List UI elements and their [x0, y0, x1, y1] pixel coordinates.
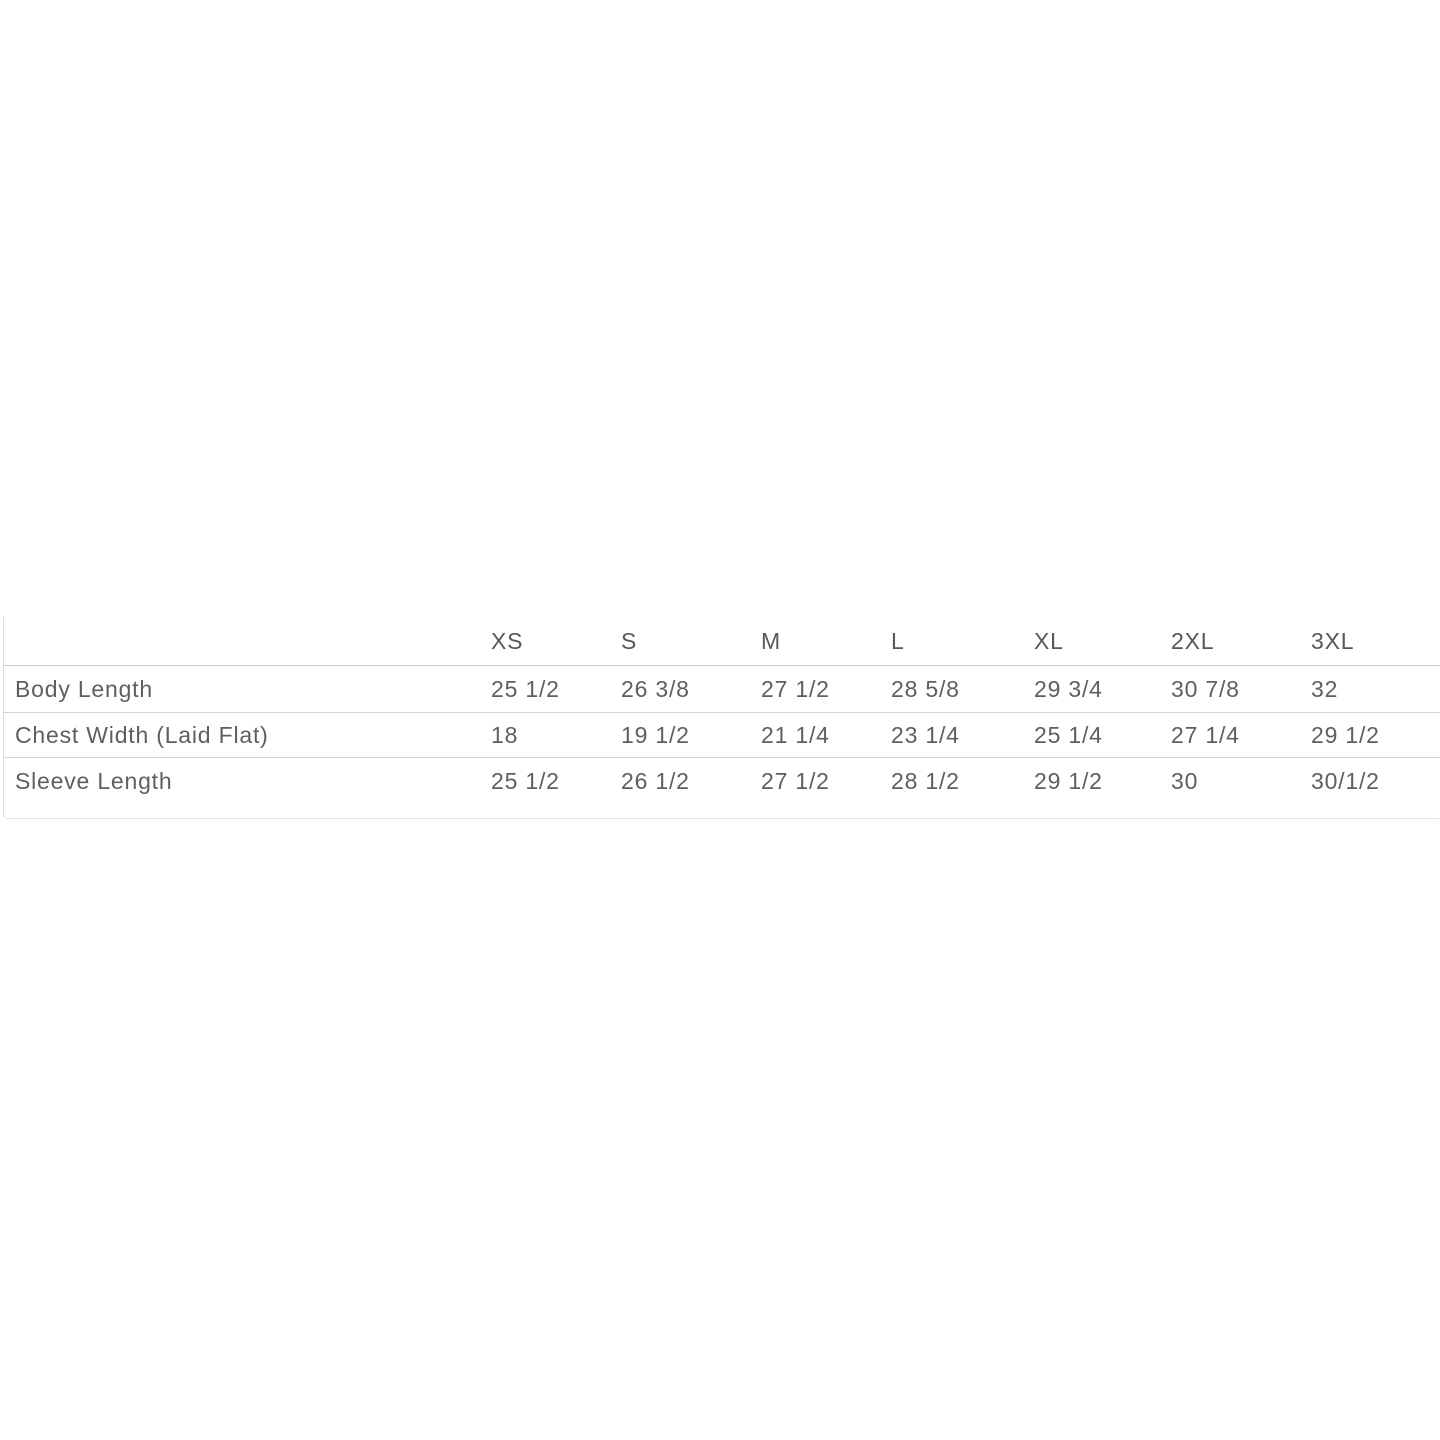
size-value-cell: 27 1/4 — [1171, 713, 1311, 758]
size-value-cell: 27 1/2 — [761, 768, 830, 794]
table-row-body-length — [4, 666, 1440, 713]
size-value-cell: 30 — [1171, 768, 1199, 794]
column-header-3xl: 3XL — [1311, 617, 1440, 666]
size-value-cell: 28 5/8 — [891, 666, 1034, 713]
size-value-cell: 25 1/2 — [491, 768, 560, 794]
size-value-cell: 32 — [1311, 666, 1440, 713]
size-value-cell: 19 1/2 — [621, 713, 761, 758]
corner-header-cell — [4, 617, 491, 666]
column-header-xs: XS — [491, 617, 621, 666]
column-header-m: M — [761, 617, 891, 666]
row-label: Chest Width (Laid Flat) — [4, 713, 491, 758]
size-value-cell: 21 1/4 — [761, 713, 891, 758]
size-value-cell: 29 3/4 — [1034, 666, 1171, 713]
size-chart-table — [4, 617, 1440, 805]
size-value-cell: 23 1/4 — [891, 713, 1034, 758]
size-value-cell: 25 1/4 — [1034, 713, 1171, 758]
size-value-cell: 29 1/2 — [1311, 713, 1440, 758]
column-header-l: L — [891, 617, 1034, 666]
size-value-cell: 18 — [491, 713, 621, 758]
column-header-s: S — [621, 617, 761, 666]
size-value-cell: 30 7/8 — [1171, 666, 1311, 713]
size-value-cell: 26 3/8 — [621, 666, 761, 713]
size-value-cell: 27 1/2 — [761, 666, 891, 713]
size-value-cell: 28 1/2 — [891, 768, 960, 794]
size-value-cell: 29 1/2 — [1034, 768, 1103, 794]
row-label: Sleeve Length — [15, 768, 173, 794]
size-value-cell: 26 1/2 — [621, 768, 690, 794]
size-value-cell: 30/1/2 — [1311, 768, 1380, 794]
row-label: Body Length — [4, 666, 491, 713]
table-row-sleeve-length — [4, 758, 1440, 806]
size-value-cell: 25 1/2 — [491, 666, 621, 713]
column-header-xl: XL — [1034, 617, 1171, 666]
size-chart-header-row — [4, 617, 1440, 666]
size-chart-container — [3, 617, 1439, 819]
table-row-chest-width — [4, 713, 1440, 758]
column-header-2xl: 2XL — [1171, 617, 1311, 666]
